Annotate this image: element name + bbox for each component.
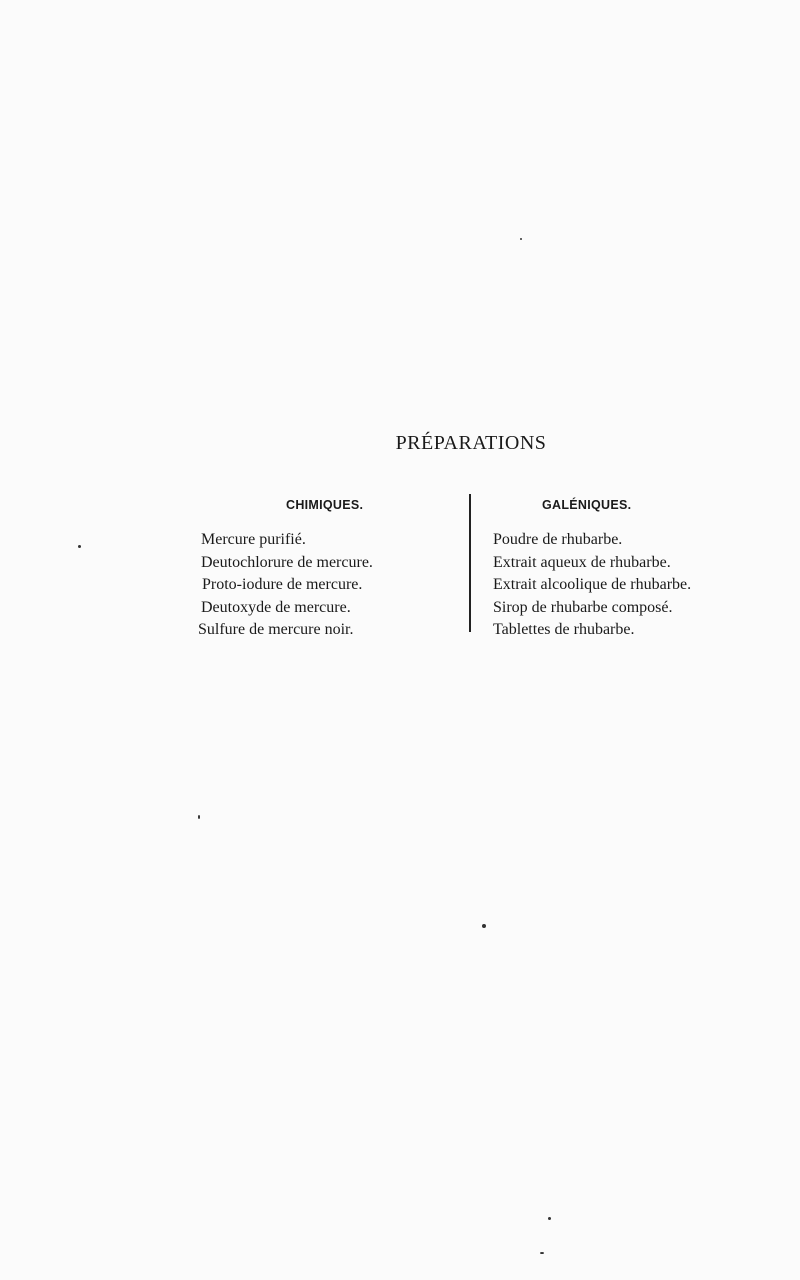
list-item: Deutochlorure de mercure. [201, 553, 373, 571]
list-item: Extrait aqueux de rhubarbe. [493, 553, 671, 571]
column-divider [469, 494, 471, 632]
list-item: Poudre de rhubarbe. [493, 531, 623, 548]
list-item: Extrait alcoolique de rhubarbe. [493, 576, 692, 593]
list-item: Tablettes de rhubarbe. [493, 621, 635, 638]
list-item: Mercure purifié. [201, 531, 306, 548]
scan-speck [520, 238, 522, 240]
column-heading-chimiques: CHIMIQUES. [286, 498, 364, 512]
chimiques-list [198, 529, 373, 642]
galeniques-list [493, 529, 691, 642]
page-title: PRÉPARATIONS [395, 432, 547, 454]
list-item: Sulfure de mercure noir. [198, 621, 354, 638]
scan-speck [548, 1217, 551, 1220]
scan-speck [78, 545, 81, 548]
list-item: Deutoxyde de mercure. [201, 598, 351, 616]
scan-speck [540, 1252, 544, 1254]
column-heading-galeniques: GALÉNIQUES. [542, 498, 632, 512]
scan-speck [482, 924, 486, 928]
list-item: Proto-iodure de mercure. [202, 576, 363, 593]
list-item: Sirop de rhubarbe composé. [493, 598, 673, 616]
scan-speck [198, 815, 200, 819]
